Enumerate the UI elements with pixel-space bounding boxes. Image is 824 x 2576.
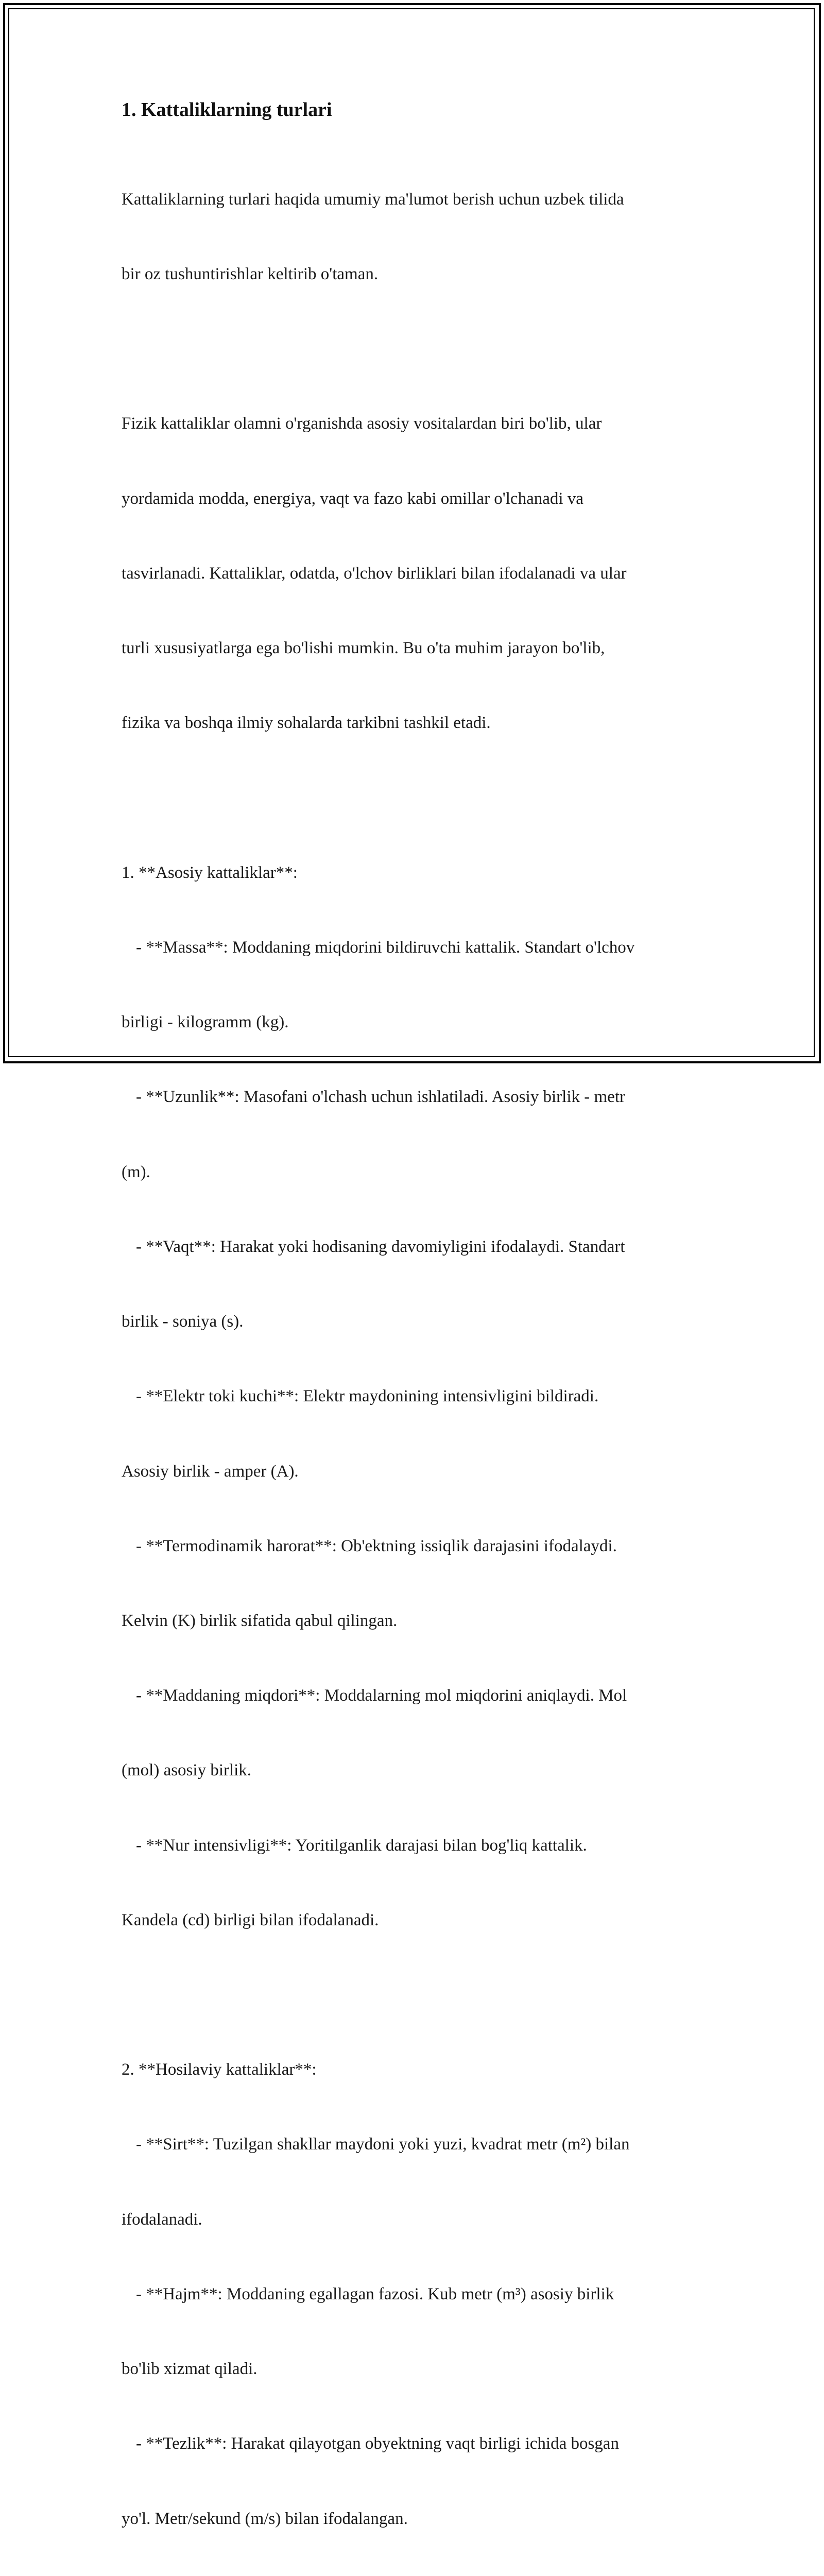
text-line: yordamida modda, energiya, vaqt va fazo kabi omillar o'lchanadi va — [122, 489, 583, 508]
list-item-continuation: bo'lib xizmat qiladi. — [122, 2360, 258, 2379]
list-item-continuation: birligi - kilogramm (kg). — [122, 1013, 289, 1032]
page-title: 1. Kattaliklarning turlari — [122, 99, 332, 121]
text-line: Kattaliklarning turlari haqida umumiy ma'lumot berish uchun uzbek tilida — [122, 190, 624, 209]
list-item-continuation: yo'l. Metr/sekund (m/s) bilan ifodalangan. — [122, 2509, 408, 2528]
text-line: Fizik kattaliklar olamni o'rganishda asosiy vositalardan biri bo'lib, ular — [122, 414, 602, 433]
text-line: tasvirlanadi. Kattaliklar, odatda, o'lchov birliklari bilan ifodalanadi va ular — [122, 564, 627, 583]
list-item-continuation: Kelvin (K) birlik sifatida qabul qilingan. — [122, 1611, 398, 1630]
section-heading: 2. **Hosilaviy kattaliklar**: — [122, 2060, 317, 2079]
list-item-continuation: Asosiy birlik - amper (A). — [122, 1462, 299, 1481]
list-item-line: - **Sirt**: Tuzilgan shakllar maydoni yoki yuzi, kvadrat metr (m²) bilan — [136, 2135, 630, 2154]
paragraph-gap — [122, 336, 703, 361]
list-item-line: - **Tezlik**: Harakat qilayotgan obyektning vaqt birligi ichida bosgan — [136, 2434, 619, 2453]
list-item-line: - **Nur intensivligi**: Yoritilganlik darajasi bilan bog'liq kattalik. — [136, 1836, 587, 1855]
list-item-continuation: (m). — [122, 1162, 150, 1181]
list-item-continuation: birlik - soniya (s). — [122, 1312, 244, 1331]
section-heading: 1. **Asosiy kattaliklar**: — [122, 863, 298, 882]
list-item-continuation: (mol) asosiy birlik. — [122, 1761, 252, 1780]
list-item-line: - **Termodinamik harorat**: Ob'ektning issiqlik darajasini ifodalaydi. — [136, 1536, 617, 1555]
list-item-line: - **Hajm**: Moddaning egallagan fazosi. Kub metr (m³) asosiy birlik — [136, 2284, 614, 2303]
section-derived-quantities — [122, 2007, 703, 2576]
paragraph-gap — [122, 1982, 703, 2007]
list-item-line: - **Massa**: Moddaning miqdorini bildiruvchi kattalik. Standart o'lchov — [136, 938, 635, 957]
document-body — [122, 96, 703, 2576]
text-line: turli xususiyatlarga ega bo'lishi mumkin. Bu o'ta muhim jarayon bo'lib, — [122, 639, 605, 658]
text-line: bir oz tushuntirishlar keltirib o'taman. — [122, 265, 379, 284]
list-item-line: - **Uzunlik**: Masofani o'lchash uchun ishlatiladi. Asosiy birlik - metr — [136, 1088, 625, 1107]
overview-paragraph — [122, 362, 703, 786]
intro-paragraph — [122, 137, 703, 336]
list-item-continuation: Kandela (cd) birligi bilan ifodalanadi. — [122, 1910, 379, 1929]
section-basic-quantities — [122, 810, 703, 1982]
text-line: fizika va boshqa ilmiy sohalarda tarkibni tashkil etadi. — [122, 714, 491, 733]
paragraph-gap — [122, 786, 703, 810]
list-item-line: - **Maddaning miqdori**: Moddalarning mol miqdorini aniqlaydi. Mol — [136, 1686, 627, 1705]
list-item-line: - **Vaqt**: Harakat yoki hodisaning davomiyligini ifodalaydi. Standart — [136, 1237, 625, 1256]
list-item-line: - **Elektr toki kuchi**: Elektr maydonining intensivligini bildiradi. — [136, 1387, 599, 1406]
list-item-continuation: ifodalanadi. — [122, 2210, 202, 2229]
